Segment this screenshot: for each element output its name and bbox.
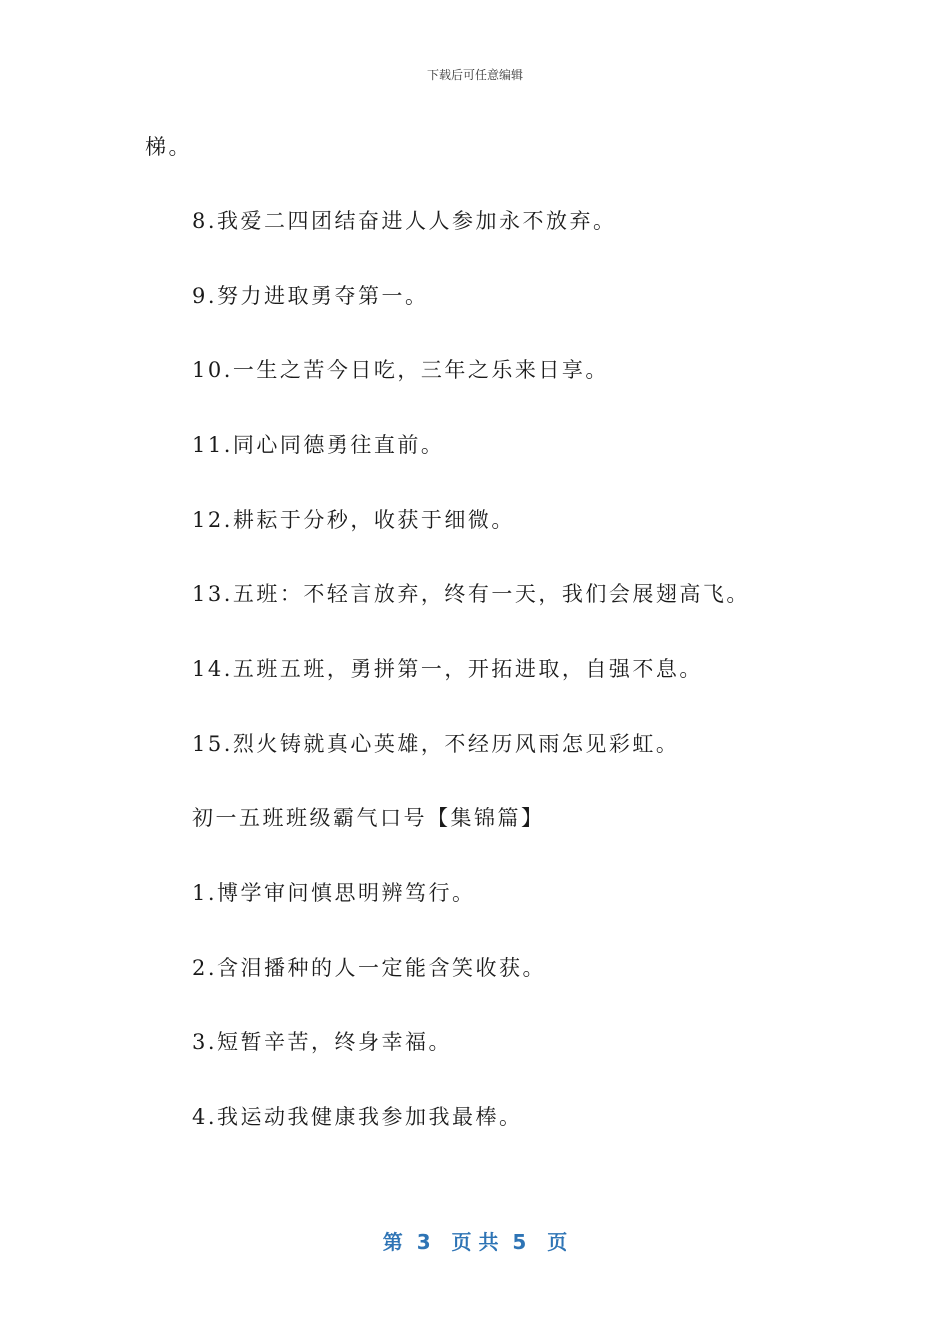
slogan-10: 10.一生之苦今日吃，三年之乐来日享。 <box>192 358 609 382</box>
slogan-14: 14.五班五班，勇拼第一，开拓进取，自强不息。 <box>192 657 703 681</box>
slogan-15: 15.烈火铸就真心英雄，不经历风雨怎见彩虹。 <box>192 732 680 756</box>
slogan-13: 13.五班：不轻言放弃，终有一天，我们会展翅高飞。 <box>192 582 750 606</box>
page-header: 下载后可任意编辑 <box>426 68 523 82</box>
slogan-11: 11.同心同德勇往直前。 <box>192 433 445 457</box>
slogan-9: 9.努力进取勇夺第一。 <box>192 284 429 308</box>
text-line: 梯。 <box>145 135 192 159</box>
collection-item-4: 4.我运动我健康我参加我最棒。 <box>192 1105 523 1129</box>
section-heading: 初一五班班级霸气口号【集锦篇】 <box>192 806 545 830</box>
collection-item-3: 3.短暂辛苦，终身幸福。 <box>192 1030 453 1054</box>
collection-item-2: 2.含泪播种的人一定能含笑收获。 <box>192 956 547 980</box>
slogan-12: 12.耕耘于分秒，收获于细微。 <box>192 508 515 532</box>
slogan-8: 8.我爱二四团结奋进人人参加永不放弃。 <box>192 209 617 233</box>
page-number-footer: 第 3 页 共 5 页 <box>382 1230 568 1254</box>
collection-item-1: 1.博学审问慎思明辨笃行。 <box>192 881 476 905</box>
